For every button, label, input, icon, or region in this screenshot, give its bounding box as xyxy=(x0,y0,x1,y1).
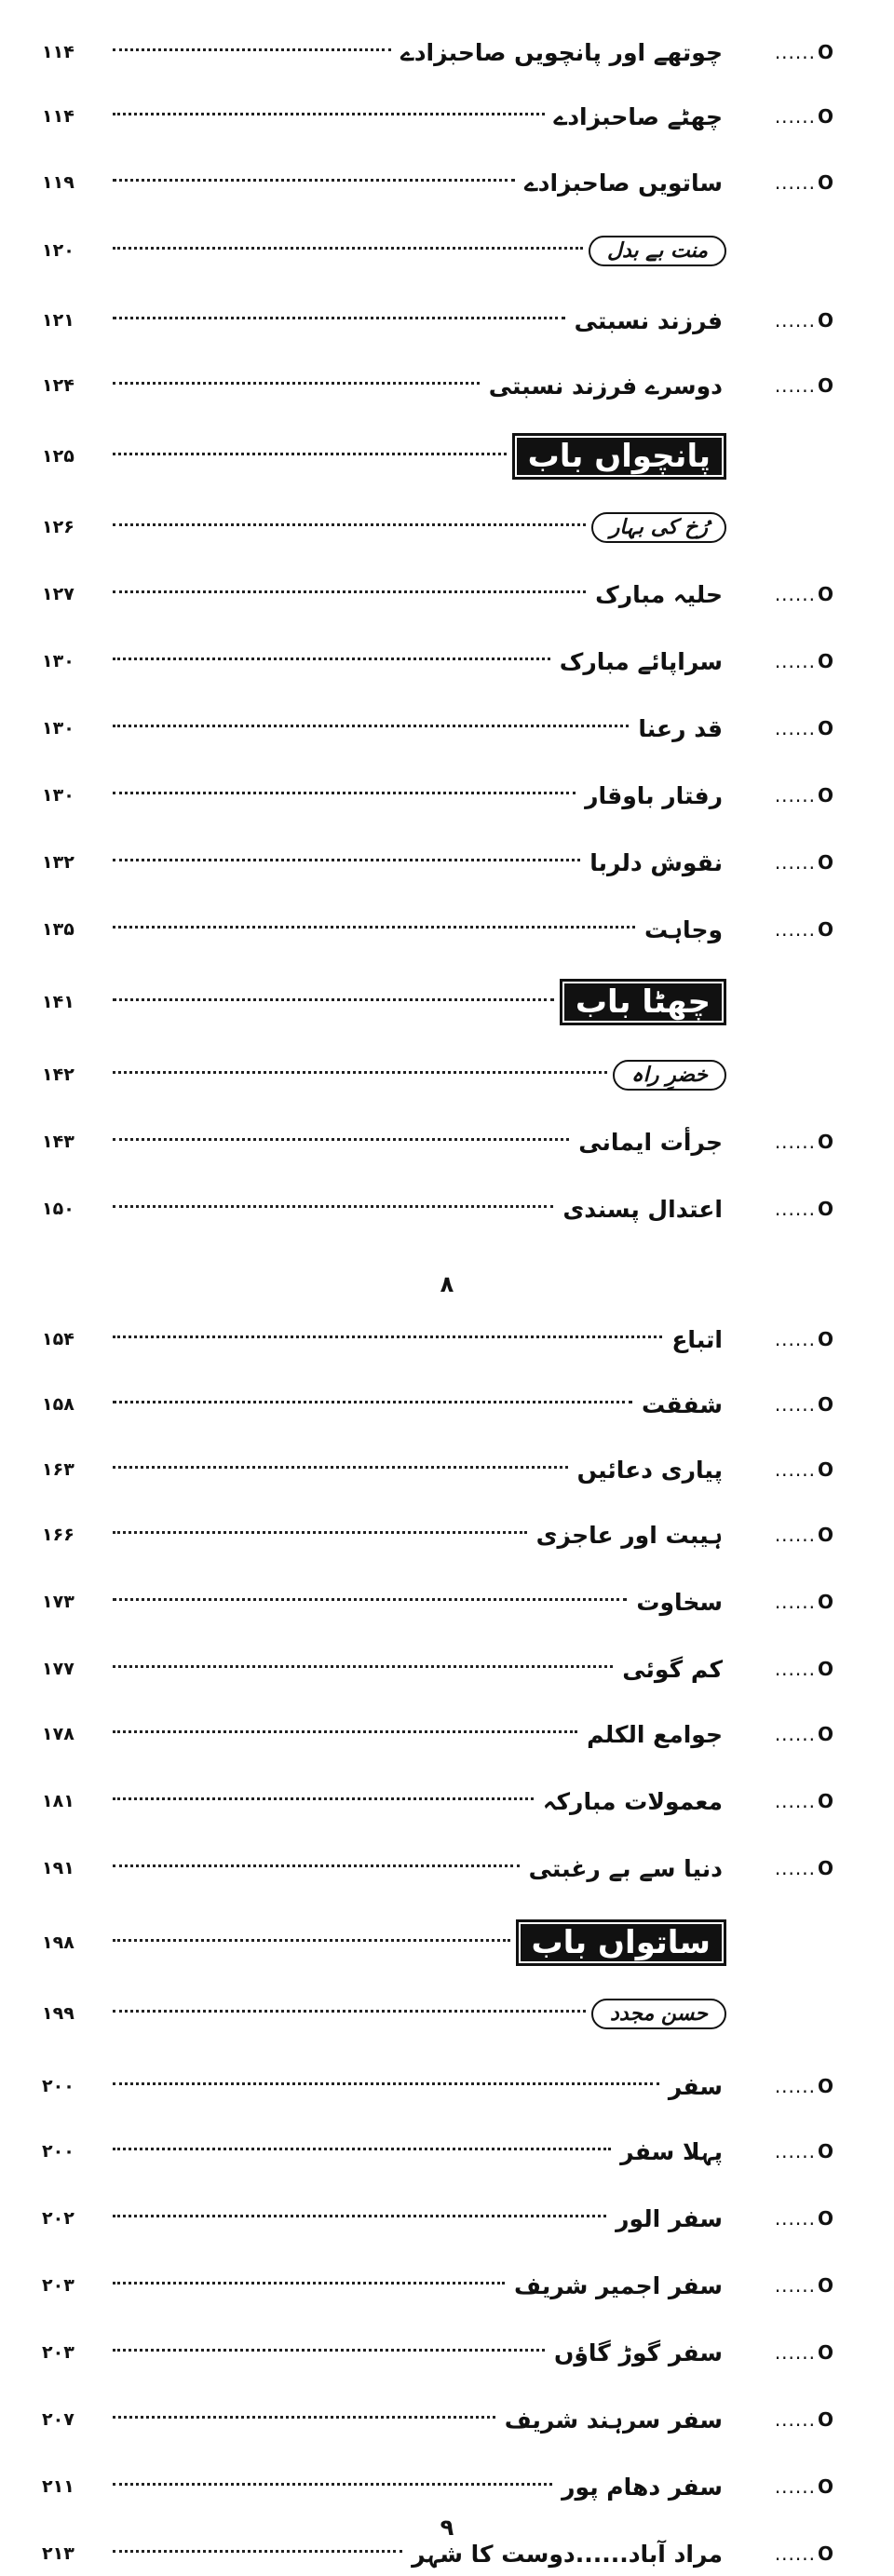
toc-entry[interactable] xyxy=(42,1119,833,1164)
bullet-marker xyxy=(726,1658,833,1680)
entry-title: رفتار باوقار xyxy=(585,781,723,809)
circle-bullet-icon: O xyxy=(817,784,833,807)
bullet-dots: ...... xyxy=(774,717,816,739)
dot-leader xyxy=(113,1598,627,1601)
page-number: ۱۲۵ xyxy=(42,446,74,467)
circle-bullet-icon: O xyxy=(817,1393,833,1416)
bullet-marker xyxy=(726,1723,833,1745)
bullet-dots: ...... xyxy=(774,1328,816,1350)
entry-title: چوتھے اور پانچویں صاحبزادے xyxy=(400,38,723,66)
page-number: ۲۰۳ xyxy=(42,2342,74,2363)
dot-leader xyxy=(113,1205,553,1208)
toc-entry[interactable] xyxy=(42,1052,833,1097)
entry-title: قد رعنا xyxy=(638,714,723,742)
dot-leader xyxy=(113,1730,577,1733)
page-number: ۱۴۲ xyxy=(42,1064,74,1085)
circle-bullet-icon: O xyxy=(817,851,833,874)
bullet-marker xyxy=(726,2274,833,2297)
bullet-dots: ...... xyxy=(774,2408,816,2431)
page-number: ۲۰۰ xyxy=(42,2076,74,2096)
bullet-marker xyxy=(726,374,833,397)
toc-entry[interactable] xyxy=(42,2330,833,2375)
bullet-marker xyxy=(726,583,833,605)
dot-leader xyxy=(113,926,635,929)
entry-title: اعتدال پسندی xyxy=(562,1195,723,1223)
circle-bullet-icon: O xyxy=(817,41,833,63)
toc-entry[interactable] xyxy=(42,1186,833,1231)
dot-leader xyxy=(113,658,550,660)
bullet-dots: ...... xyxy=(774,41,816,63)
bullet-dots: ...... xyxy=(774,1458,816,1481)
dot-leader xyxy=(113,2082,659,2085)
dot-leader xyxy=(113,179,515,182)
toc-entry[interactable] xyxy=(42,298,833,343)
toc-entry[interactable] xyxy=(42,94,833,139)
entry-title: دوسرے فرزند نسبتی xyxy=(488,372,723,400)
page-number: ۱۸۱ xyxy=(42,1791,74,1811)
page-number: ۱۹۱ xyxy=(42,1858,74,1878)
dot-leader xyxy=(113,2349,545,2352)
entry-title: شفقت xyxy=(641,1390,723,1418)
circle-bullet-icon: O xyxy=(817,1131,833,1153)
bullet-marker xyxy=(726,309,833,332)
toc-entry[interactable] xyxy=(42,976,833,1028)
bullet-dots: ...... xyxy=(774,2475,816,2498)
page-number: ۲۰۰ xyxy=(42,2141,74,2162)
dot-leader xyxy=(113,1797,534,1800)
section-heading: خضرِ راہ xyxy=(613,1060,726,1091)
page-number: ۲۰۳ xyxy=(42,2275,74,2296)
page-number: ۱۹۹ xyxy=(42,2003,74,2024)
bullet-marker xyxy=(726,1198,833,1220)
toc-entry[interactable] xyxy=(42,30,833,75)
bullet-marker xyxy=(726,2140,833,2162)
toc-entry[interactable] xyxy=(42,160,833,205)
bullet-marker xyxy=(726,1591,833,1613)
circle-bullet-icon: O xyxy=(817,1524,833,1546)
bullet-marker xyxy=(726,851,833,874)
toc-entry[interactable] xyxy=(42,572,833,617)
page-number: ۱۳۲ xyxy=(42,852,74,873)
dot-leader xyxy=(113,523,586,526)
bullet-dots: ...... xyxy=(774,1658,816,1680)
page-number: ۱۷۷ xyxy=(42,1659,74,1679)
bullet-marker xyxy=(726,1328,833,1350)
circle-bullet-icon: O xyxy=(817,2475,833,2498)
page-number: ۱۳۰ xyxy=(42,651,74,671)
bullet-marker xyxy=(726,918,833,941)
circle-bullet-icon: O xyxy=(817,171,833,194)
dot-leader xyxy=(113,998,554,1001)
bullet-dots: ...... xyxy=(774,583,816,605)
dot-leader xyxy=(113,859,580,861)
toc-entry[interactable] xyxy=(42,840,833,885)
entry-title: مراد آباد......دوست کا شہر xyxy=(412,2540,723,2568)
toc-entry[interactable] xyxy=(42,1382,833,1427)
entry-title: سراپائے مبارک xyxy=(559,647,723,675)
toc-entry[interactable] xyxy=(42,2196,833,2241)
toc-entry[interactable] xyxy=(42,1917,833,1969)
dot-leader xyxy=(113,113,545,115)
circle-bullet-icon: O xyxy=(817,1658,833,1680)
bullet-marker xyxy=(726,2341,833,2364)
circle-bullet-icon: O xyxy=(817,2207,833,2230)
bullet-marker xyxy=(726,2408,833,2431)
bullet-dots: ...... xyxy=(774,1131,816,1153)
bullet-dots: ...... xyxy=(774,918,816,941)
dot-leader xyxy=(113,1939,510,1942)
page-number: ۱۳۰ xyxy=(42,718,74,739)
bullet-dots: ...... xyxy=(774,2542,816,2565)
entry-title: وجاہت xyxy=(643,915,723,943)
dot-leader xyxy=(113,382,480,385)
circle-bullet-icon: O xyxy=(817,1790,833,1812)
bullet-dots: ...... xyxy=(774,2207,816,2230)
entry-title: پیاری دعائیں xyxy=(576,1456,723,1484)
bullet-dots: ...... xyxy=(774,309,816,332)
toc-entry[interactable] xyxy=(42,1447,833,1492)
entry-title: سفر گوڑ گاؤں xyxy=(554,2339,723,2366)
entry-title: سفر الور xyxy=(616,2204,723,2232)
entry-title: چھٹے صاحبزادے xyxy=(553,102,723,130)
circle-bullet-icon: O xyxy=(817,2274,833,2297)
bullet-marker xyxy=(726,1131,833,1153)
toc-entry[interactable] xyxy=(42,1647,833,1691)
bullet-dots: ...... xyxy=(774,1198,816,1220)
page-number: ۱۶۳ xyxy=(42,1459,74,1480)
page-number: ۱۳۵ xyxy=(42,919,74,940)
bullet-marker xyxy=(726,171,833,194)
circle-bullet-icon: O xyxy=(817,2542,833,2565)
page-number: ۱۱۴ xyxy=(42,42,74,62)
dot-leader xyxy=(113,1864,520,1867)
circle-bullet-icon: O xyxy=(817,1857,833,1879)
bullet-dots: ...... xyxy=(774,851,816,874)
toc-entry[interactable] xyxy=(42,1317,833,1362)
dot-leader xyxy=(113,1466,568,1469)
bullet-dots: ...... xyxy=(774,2075,816,2097)
dot-leader xyxy=(113,48,391,51)
entry-title: پہلا سفر xyxy=(620,2137,723,2165)
circle-bullet-icon: O xyxy=(817,2408,833,2431)
page-number: ۱۲۶ xyxy=(42,517,74,537)
entry-title: سخاوت xyxy=(636,1588,723,1616)
entry-title: اتباع xyxy=(671,1325,723,1353)
circle-bullet-icon: O xyxy=(817,105,833,128)
entry-title: جوامع الکلم xyxy=(587,1720,723,1748)
bullet-marker xyxy=(726,650,833,672)
section-heading: رُخ کی بہار xyxy=(591,512,726,543)
page-number: ۱۴۱ xyxy=(42,992,74,1012)
dot-leader xyxy=(113,792,576,794)
page-number: ۱۲۴ xyxy=(42,375,74,396)
circle-bullet-icon: O xyxy=(817,2341,833,2364)
page-number: ۲۱۳ xyxy=(42,2543,74,2564)
page-number: ۱۱۴ xyxy=(42,106,74,127)
circle-bullet-icon: O xyxy=(817,1458,833,1481)
toc-entry[interactable] xyxy=(42,1579,833,1624)
circle-bullet-icon: O xyxy=(817,2140,833,2162)
page-number: ۲۰۷ xyxy=(42,2409,74,2430)
toc-entry[interactable] xyxy=(42,2263,833,2308)
page-folio: ۹ xyxy=(440,2515,454,2541)
toc-entry[interactable] xyxy=(42,1846,833,1891)
circle-bullet-icon: O xyxy=(817,1723,833,1745)
bullet-dots: ...... xyxy=(774,650,816,672)
dot-leader xyxy=(113,2282,505,2285)
dot-leader xyxy=(113,2148,611,2150)
bullet-marker xyxy=(726,1458,833,1481)
page-number: ۱۵۴ xyxy=(42,1329,74,1349)
circle-bullet-icon: O xyxy=(817,309,833,332)
dot-leader xyxy=(113,317,565,319)
page-number: ۱۵۰ xyxy=(42,1199,74,1219)
entry-title: ساتویں صاحبزادے xyxy=(524,169,723,197)
toc-entry[interactable] xyxy=(42,1991,833,2036)
circle-bullet-icon: O xyxy=(817,717,833,739)
page-number: ۱۴۳ xyxy=(42,1132,74,1152)
section-heading: حسن مجدد xyxy=(591,1999,726,2029)
toc-entry[interactable] xyxy=(42,2397,833,2442)
page-number: ۱۲۰ xyxy=(42,240,74,261)
dot-leader xyxy=(113,247,583,250)
bullet-dots: ...... xyxy=(774,374,816,397)
toc-entry[interactable] xyxy=(42,505,833,549)
bullet-marker xyxy=(726,1524,833,1546)
bullet-marker xyxy=(726,41,833,63)
dot-leader xyxy=(113,2416,495,2419)
toc-entry[interactable] xyxy=(42,706,833,751)
toc-entry[interactable] xyxy=(42,1512,833,1557)
circle-bullet-icon: O xyxy=(817,2075,833,2097)
bullet-dots: ...... xyxy=(774,1857,816,1879)
dot-leader xyxy=(113,725,629,727)
dot-leader xyxy=(113,1401,632,1403)
bullet-dots: ...... xyxy=(774,2140,816,2162)
bullet-marker xyxy=(726,1393,833,1416)
entry-title: فرزند نسبتی xyxy=(574,306,723,334)
section-heading: منت بے بدل xyxy=(589,236,726,266)
entry-title: سفر سرہند شریف xyxy=(504,2406,723,2434)
dot-leader xyxy=(113,1531,527,1534)
chapter-heading: ساتواں باب xyxy=(516,1919,727,1966)
dot-leader xyxy=(113,590,586,593)
bullet-dots: ...... xyxy=(774,1591,816,1613)
bullet-dots: ...... xyxy=(774,1393,816,1416)
bullet-marker xyxy=(726,1790,833,1812)
bullet-dots: ...... xyxy=(774,171,816,194)
page-number: ۱۶۶ xyxy=(42,1525,74,1545)
toc-entry[interactable] xyxy=(42,907,833,952)
toc-entry[interactable] xyxy=(42,430,833,482)
page-number: ۱۱۹ xyxy=(42,172,74,193)
page-number: ۱۳۰ xyxy=(42,785,74,806)
dot-leader xyxy=(113,2010,586,2013)
toc-entry[interactable] xyxy=(42,1712,833,1756)
bullet-dots: ...... xyxy=(774,2274,816,2297)
bullet-marker xyxy=(726,784,833,807)
page-folio: ۸ xyxy=(440,1271,454,1297)
dot-leader xyxy=(113,453,507,455)
circle-bullet-icon: O xyxy=(817,1198,833,1220)
circle-bullet-icon: O xyxy=(817,918,833,941)
bullet-dots: ...... xyxy=(774,784,816,807)
toc-entry[interactable] xyxy=(42,2464,833,2509)
entry-title: نقوش دلربا xyxy=(589,848,723,876)
dot-leader xyxy=(113,2483,552,2486)
dot-leader xyxy=(113,1138,569,1141)
toc-entry[interactable] xyxy=(42,363,833,408)
page-number: ۱۹۸ xyxy=(42,1932,74,1953)
toc-entry[interactable] xyxy=(42,1779,833,1824)
dot-leader xyxy=(113,1665,613,1668)
bullet-dots: ...... xyxy=(774,1723,816,1745)
toc-entry[interactable] xyxy=(42,639,833,684)
toc-entry[interactable] xyxy=(42,773,833,818)
entry-title: جرأت ایمانی xyxy=(578,1128,723,1156)
circle-bullet-icon: O xyxy=(817,583,833,605)
bullet-marker xyxy=(726,2207,833,2230)
entry-title: کم گوئی xyxy=(622,1655,723,1683)
circle-bullet-icon: O xyxy=(817,650,833,672)
entry-title: حلیہ مبارک xyxy=(595,580,723,608)
bullet-marker xyxy=(726,2475,833,2498)
toc-entry[interactable] xyxy=(42,228,833,273)
bullet-dots: ...... xyxy=(774,105,816,128)
page-number: ۱۲۱ xyxy=(42,310,74,331)
page-number: ۲۱۱ xyxy=(42,2476,74,2497)
entry-title: سفر اجمیر شریف xyxy=(514,2271,723,2299)
page-number: ۱۷۸ xyxy=(42,1724,74,1744)
dot-leader xyxy=(113,2215,606,2217)
bullet-dots: ...... xyxy=(774,1790,816,1812)
entry-title: سفر دھام پور xyxy=(562,2473,723,2501)
bullet-marker xyxy=(726,2075,833,2097)
bullet-marker xyxy=(726,1857,833,1879)
circle-bullet-icon: O xyxy=(817,374,833,397)
page-number: ۱۵۸ xyxy=(42,1394,74,1415)
entry-title: دنیا سے بے رغبتی xyxy=(528,1854,723,1882)
bullet-dots: ...... xyxy=(774,2341,816,2364)
entry-title: سفر xyxy=(668,2072,723,2100)
bullet-marker xyxy=(726,2542,833,2565)
entry-title: معمولات مبارکہ xyxy=(542,1787,723,1815)
bullet-marker xyxy=(726,717,833,739)
page-number: ۱۷۳ xyxy=(42,1592,74,1612)
dot-leader xyxy=(113,2550,402,2553)
bullet-dots: ...... xyxy=(774,1524,816,1546)
toc-entry[interactable] xyxy=(42,2129,833,2174)
dot-leader xyxy=(113,1335,662,1338)
toc-entry[interactable] xyxy=(42,2064,833,2108)
page-number: ۱۲۷ xyxy=(42,584,74,604)
circle-bullet-icon: O xyxy=(817,1591,833,1613)
bullet-marker xyxy=(726,105,833,128)
entry-title: ہیبت اور عاجزی xyxy=(535,1521,723,1549)
page-number: ۲۰۲ xyxy=(42,2208,74,2229)
chapter-heading: چھٹا باب xyxy=(560,979,726,1025)
circle-bullet-icon: O xyxy=(817,1328,833,1350)
dot-leader xyxy=(113,1071,607,1074)
chapter-heading: پانچواں باب xyxy=(512,433,726,480)
